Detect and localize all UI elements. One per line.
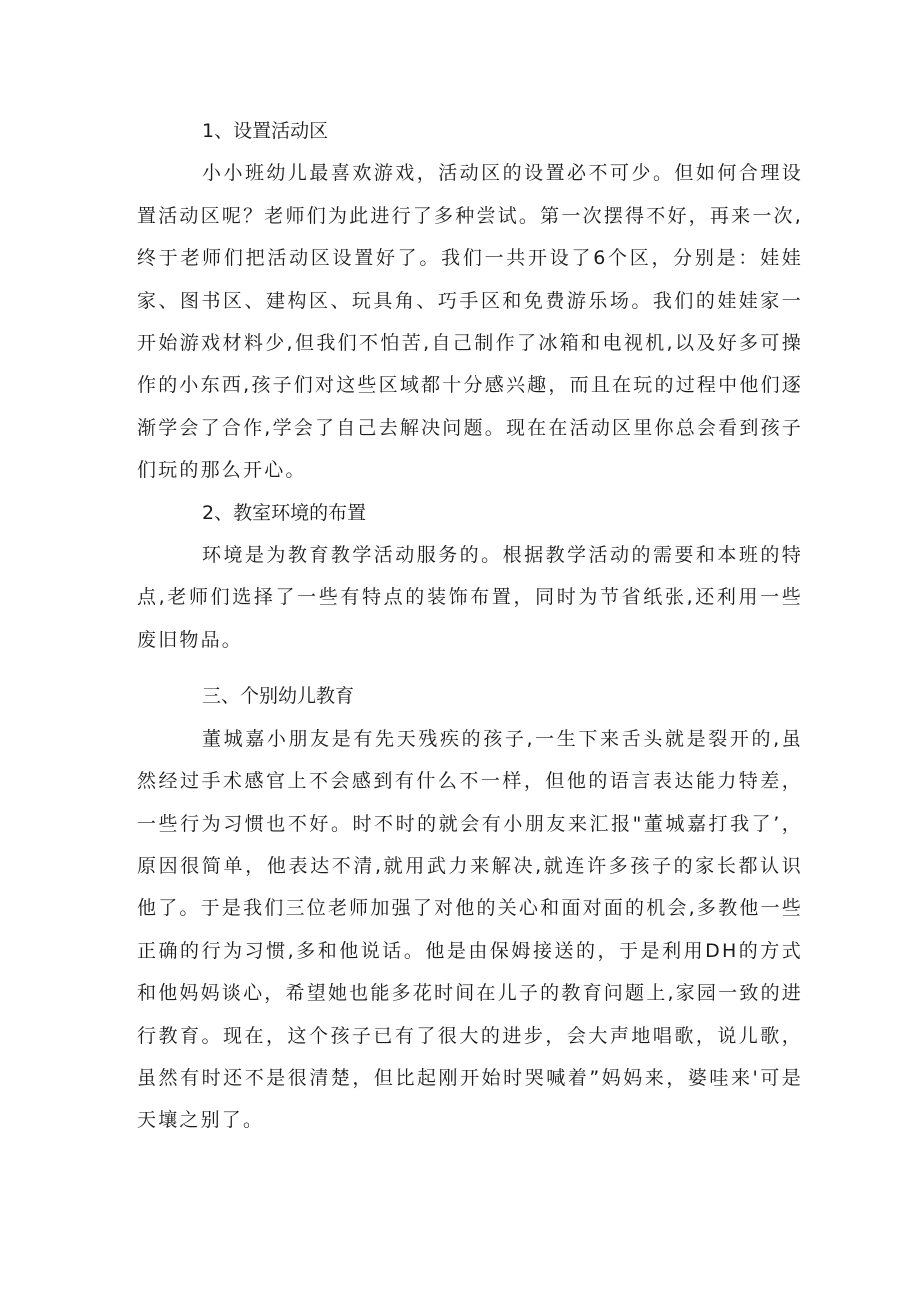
section-paragraph-3: 董城嘉小朋友是有先天残疾的孩子,一生下来舌头就是裂开的,虽然经过手术感官上不会感到有什么不一样，但他的语言表达能力特差，一些行为习惯也不好。时不时的就会有小朋友来汇报"董城嘉打我了’，原因很简单，他表达不清,就用武力来解决,就连许多孩子的家长都认识他了。于是我们三位老师加强了对他的关心和面对面的机会,多教他一些正确的行为习惯,多和他说话。他是由保姆接送的，于是利用DH的方式和他妈妈谈心，希望她也能多花时间在儿子的教育问题上,家园一致的进行教育。现在，这个孩子已有了很大的进步，会大声地唱歌，说儿歌，虽然有时还不是很清楚，但比起刚开始时哭喊着”妈妈来，婆哇来'可是天壤之别了。 [137, 727, 803, 1132]
section-heading-2: 2、教室环境的布置 [202, 501, 367, 524]
section-paragraph-1: 小小班幼儿最喜欢游戏，活动区的设置必不可少。但如何合理设置活动区呢？老师们为此进行了多种尝试。第一次摆得不好，再来一次,终于老师们把活动区设置好了。我们一共开设了6个区，分别是：娃娃家、图书区、建构区、玩具角、巧手区和免费游乐场。我们的娃娃家一开始游戏材料少,但我们不怕苦,自己制作了冰箱和电视机,以及好多可操作的小东西,孩子们对这些区域都十分感兴趣，而且在玩的过程中他们逐渐学会了合作,学会了自己去解决问题。现在在活动区里你总会看到孩子们玩的那么开心。 [137, 162, 803, 482]
document-body [137, 110, 803, 1142]
spacer [137, 661, 803, 675]
section-heading-1: 1、设置活动区 [202, 120, 329, 142]
section-paragraph-2: 环境是为教育教学活动服务的。根据教学活动的需要和本班的特点,老师们选择了一些有特点的装饰布置，同时为节省纸张,还利用一些废旧物品。 [137, 544, 803, 651]
section-heading-3: 三、个别幼儿教育 [202, 685, 355, 708]
